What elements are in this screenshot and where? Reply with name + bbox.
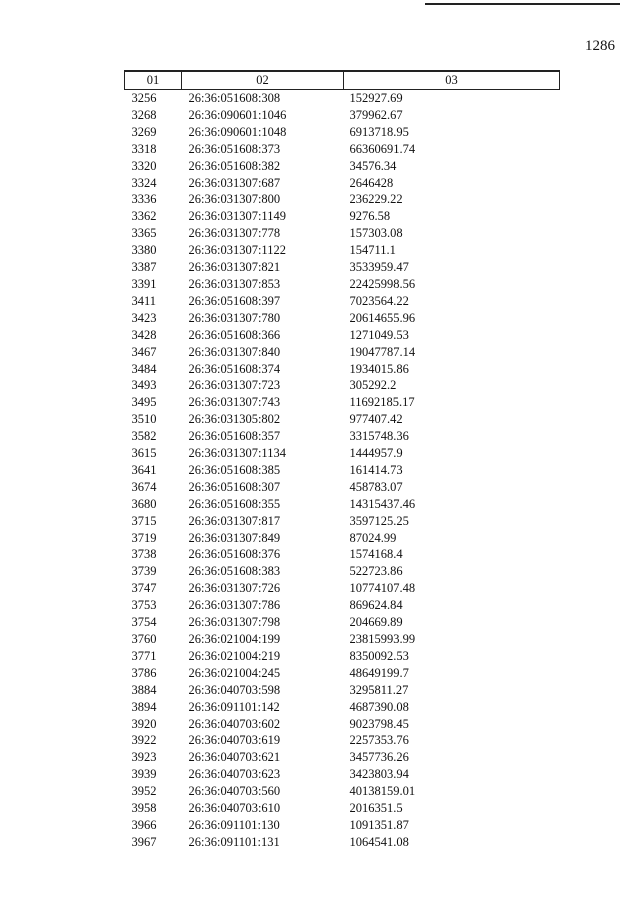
table-row (125, 546, 560, 563)
row-id-cell: 3923 (131, 750, 157, 765)
table-row (125, 259, 560, 276)
value-cell: 1574168.4 (349, 547, 403, 562)
row-id-cell: 3747 (131, 581, 157, 596)
table-row (125, 580, 560, 597)
row-id-cell: 3380 (131, 243, 157, 258)
value-cell: 1934015.86 (349, 361, 409, 376)
value-cell: 40138159.01 (349, 784, 416, 799)
value-cell: 9023798.45 (349, 716, 409, 731)
table-row (125, 530, 560, 547)
table-row (125, 732, 560, 749)
cadastral-number-cell: 26:36:091101:131 (188, 834, 280, 849)
value-cell: 4687390.08 (349, 699, 409, 714)
value-cell: 977407.42 (349, 412, 403, 427)
row-id-cell: 3753 (131, 598, 157, 613)
row-id-cell: 3739 (131, 564, 157, 579)
cadastral-number-cell: 26:36:040703:621 (188, 750, 281, 765)
header-col-02: 02 (182, 71, 344, 90)
table-row (125, 361, 560, 378)
table-row (125, 496, 560, 513)
value-cell: 20614655.96 (349, 310, 416, 325)
table-row (125, 293, 560, 310)
value-cell: 1271049.53 (349, 327, 409, 342)
table-row (125, 699, 560, 716)
value-cell: 204669.89 (349, 615, 403, 630)
page-number: 1286 (585, 38, 615, 54)
row-id-cell: 3391 (131, 276, 157, 291)
table-row (125, 428, 560, 445)
table-row (125, 614, 560, 631)
row-id-cell: 3336 (131, 192, 157, 207)
data-table (124, 70, 560, 851)
cadastral-number-cell: 26:36:031307:687 (188, 175, 281, 190)
table-row (125, 800, 560, 817)
table-row (125, 716, 560, 733)
value-cell: 458783.07 (349, 479, 403, 494)
value-cell: 2257353.76 (349, 733, 409, 748)
row-id-cell: 3760 (131, 632, 157, 646)
value-cell: 11692185.17 (349, 395, 415, 410)
row-id-cell: 3268 (131, 107, 157, 122)
cadastral-number-cell: 26:36:031307:778 (188, 226, 281, 241)
table-row (125, 208, 560, 225)
value-cell: 3597125.25 (349, 513, 409, 528)
value-cell: 7023564.22 (349, 293, 409, 308)
cadastral-number-cell: 26:36:031307:849 (188, 530, 281, 545)
data-table-container (124, 70, 559, 851)
cadastral-number-cell: 26:36:021004:199 (188, 632, 281, 646)
table-row (125, 766, 560, 783)
value-cell: 157303.08 (349, 226, 403, 241)
row-id-cell: 3256 (131, 91, 157, 105)
table-row (125, 783, 560, 800)
value-cell: 3423803.94 (349, 767, 409, 782)
value-cell: 3457736.26 (349, 750, 409, 765)
cadastral-number-cell: 26:36:040703:598 (188, 682, 281, 697)
value-cell: 19047787.14 (349, 344, 416, 359)
table-row (125, 242, 560, 259)
value-cell: 161414.73 (349, 462, 403, 477)
cadastral-number-cell: 26:36:040703:619 (188, 733, 281, 748)
value-cell: 522723.86 (349, 564, 403, 579)
value-cell: 3533959.47 (349, 260, 409, 275)
cadastral-number-cell: 26:36:031307:780 (188, 310, 281, 325)
row-id-cell: 3467 (131, 344, 157, 359)
table-row (125, 817, 560, 834)
cadastral-number-cell: 26:36:051608:366 (188, 327, 281, 342)
value-cell: 2016351.5 (349, 801, 403, 816)
value-cell: 236229.22 (349, 192, 403, 207)
cadastral-number-cell: 26:36:031307:840 (188, 344, 281, 359)
table-row (125, 377, 560, 394)
table-row (125, 563, 560, 580)
table-row (125, 344, 560, 361)
row-id-cell: 3680 (131, 496, 157, 511)
cadastral-number-cell: 26:36:051608:373 (188, 141, 281, 156)
table-row (125, 513, 560, 530)
value-cell: 34576.34 (349, 158, 397, 173)
row-id-cell: 3582 (131, 429, 157, 444)
cadastral-number-cell: 26:36:091101:130 (188, 817, 280, 832)
value-cell: 379962.67 (349, 107, 403, 122)
header-col-01: 01 (125, 71, 182, 90)
row-id-cell: 3674 (131, 479, 157, 494)
value-cell: 66360691.74 (349, 141, 416, 156)
row-id-cell: 3641 (131, 462, 157, 477)
table-row (125, 225, 560, 242)
table-row (125, 682, 560, 699)
row-id-cell: 3754 (131, 615, 157, 630)
table-row (125, 175, 560, 192)
table-row (125, 141, 560, 158)
value-cell: 48649199.7 (349, 665, 409, 680)
cadastral-number-cell: 26:36:040703:560 (188, 784, 281, 799)
row-id-cell: 3958 (131, 801, 157, 816)
value-cell: 2646428 (349, 175, 394, 190)
row-id-cell: 3966 (131, 817, 157, 832)
table-body (125, 90, 560, 851)
table-row (125, 411, 560, 428)
top-rule (425, 3, 620, 5)
value-cell: 23815993.99 (349, 632, 416, 646)
cadastral-number-cell: 26:36:021004:245 (188, 665, 281, 680)
row-id-cell: 3715 (131, 513, 157, 528)
cadastral-number-cell: 26:36:051608:382 (188, 158, 281, 173)
row-id-cell: 3884 (131, 682, 157, 697)
cadastral-number-cell: 26:36:051608:376 (188, 547, 281, 562)
cadastral-number-cell: 26:36:040703:623 (188, 767, 281, 782)
cadastral-number-cell: 26:36:031307:743 (188, 395, 281, 410)
table-header-row (125, 71, 560, 90)
row-id-cell: 3411 (131, 293, 157, 308)
value-cell: 1444957.9 (349, 446, 403, 461)
value-cell: 6913718.95 (349, 124, 409, 139)
cadastral-number-cell: 26:36:031307:1149 (188, 209, 286, 224)
row-id-cell: 3269 (131, 124, 157, 139)
cadastral-number-cell: 26:36:021004:219 (188, 648, 281, 663)
cadastral-number-cell: 26:36:031307:798 (188, 615, 281, 630)
value-cell: 152927.69 (349, 91, 403, 105)
cadastral-number-cell: 26:36:031307:726 (188, 581, 281, 596)
row-id-cell: 3615 (131, 446, 157, 461)
cadastral-number-cell: 26:36:031307:786 (188, 598, 281, 613)
row-id-cell: 3967 (131, 834, 157, 849)
row-id-cell: 3786 (131, 665, 157, 680)
row-id-cell: 3484 (131, 361, 157, 376)
cadastral-number-cell: 26:36:051608:357 (188, 429, 281, 444)
cadastral-number-cell: 26:36:051608:385 (188, 462, 281, 477)
value-cell: 14315437.46 (349, 496, 416, 511)
value-cell: 3295811.27 (349, 682, 409, 697)
table-row (125, 665, 560, 682)
row-id-cell: 3428 (131, 327, 157, 342)
row-id-cell: 3320 (131, 158, 157, 173)
value-cell: 869624.84 (349, 598, 403, 613)
value-cell: 1091351.87 (349, 817, 409, 832)
table-row (125, 107, 560, 124)
row-id-cell: 3362 (131, 209, 157, 224)
table-row (125, 276, 560, 293)
table-row (125, 90, 560, 107)
table-row (125, 749, 560, 766)
table-row (125, 631, 560, 648)
table-row (125, 462, 560, 479)
row-id-cell: 3365 (131, 226, 157, 241)
row-id-cell: 3495 (131, 395, 157, 410)
table-row (125, 597, 560, 614)
cadastral-number-cell: 26:36:031307:723 (188, 378, 281, 393)
cadastral-number-cell: 26:36:031307:800 (188, 192, 281, 207)
cadastral-number-cell: 26:36:031307:853 (188, 276, 281, 291)
value-cell: 87024.99 (349, 530, 397, 545)
table-row (125, 327, 560, 344)
cadastral-number-cell: 26:36:091101:142 (188, 699, 280, 714)
table-row (125, 834, 560, 851)
value-cell: 8350092.53 (349, 648, 409, 663)
row-id-cell: 3324 (131, 175, 157, 190)
row-id-cell: 3719 (131, 530, 157, 545)
header-col-03: 03 (344, 71, 560, 90)
table-row (125, 648, 560, 665)
row-id-cell: 3771 (131, 648, 157, 663)
value-cell: 22425998.56 (349, 276, 416, 291)
row-id-cell: 3510 (131, 412, 157, 427)
cadastral-number-cell: 26:36:051608:355 (188, 496, 281, 511)
row-id-cell: 3922 (131, 733, 157, 748)
cadastral-number-cell: 26:36:051608:374 (188, 361, 281, 376)
table-row (125, 445, 560, 462)
table-row (125, 124, 560, 141)
cadastral-number-cell: 26:36:090601:1048 (188, 124, 287, 139)
row-id-cell: 3894 (131, 699, 157, 714)
cadastral-number-cell: 26:36:051608:307 (188, 479, 281, 494)
table-row (125, 394, 560, 411)
cadastral-number-cell: 26:36:051608:397 (188, 293, 281, 308)
row-id-cell: 3920 (131, 716, 157, 731)
table-row (125, 479, 560, 496)
cadastral-number-cell: 26:36:031305:802 (188, 412, 281, 427)
cadastral-number-cell: 26:36:031307:821 (188, 260, 281, 275)
cadastral-number-cell: 26:36:051608:383 (188, 564, 281, 579)
value-cell: 9276.58 (349, 209, 391, 224)
table-row (125, 191, 560, 208)
row-id-cell: 3423 (131, 310, 157, 325)
cadastral-number-cell: 26:36:031307:1122 (188, 243, 286, 258)
cadastral-number-cell: 26:36:031307:1134 (188, 446, 286, 461)
cadastral-number-cell: 26:36:051608:308 (188, 91, 281, 105)
cadastral-number-cell: 26:36:040703:610 (188, 801, 281, 816)
row-id-cell: 3738 (131, 547, 157, 562)
value-cell: 305292.2 (349, 378, 397, 393)
row-id-cell: 3387 (131, 260, 157, 275)
row-id-cell: 3952 (131, 784, 157, 799)
cadastral-number-cell: 26:36:090601:1046 (188, 107, 287, 122)
value-cell: 10774107.48 (349, 581, 416, 596)
row-id-cell: 3318 (131, 141, 157, 156)
value-cell: 1064541.08 (349, 834, 409, 849)
cadastral-number-cell: 26:36:040703:602 (188, 716, 281, 731)
value-cell: 3315748.36 (349, 429, 409, 444)
table-row (125, 158, 560, 175)
table-row (125, 310, 560, 327)
row-id-cell: 3939 (131, 767, 157, 782)
row-id-cell: 3493 (131, 378, 157, 393)
value-cell: 154711.1 (349, 243, 396, 258)
cadastral-number-cell: 26:36:031307:817 (188, 513, 281, 528)
